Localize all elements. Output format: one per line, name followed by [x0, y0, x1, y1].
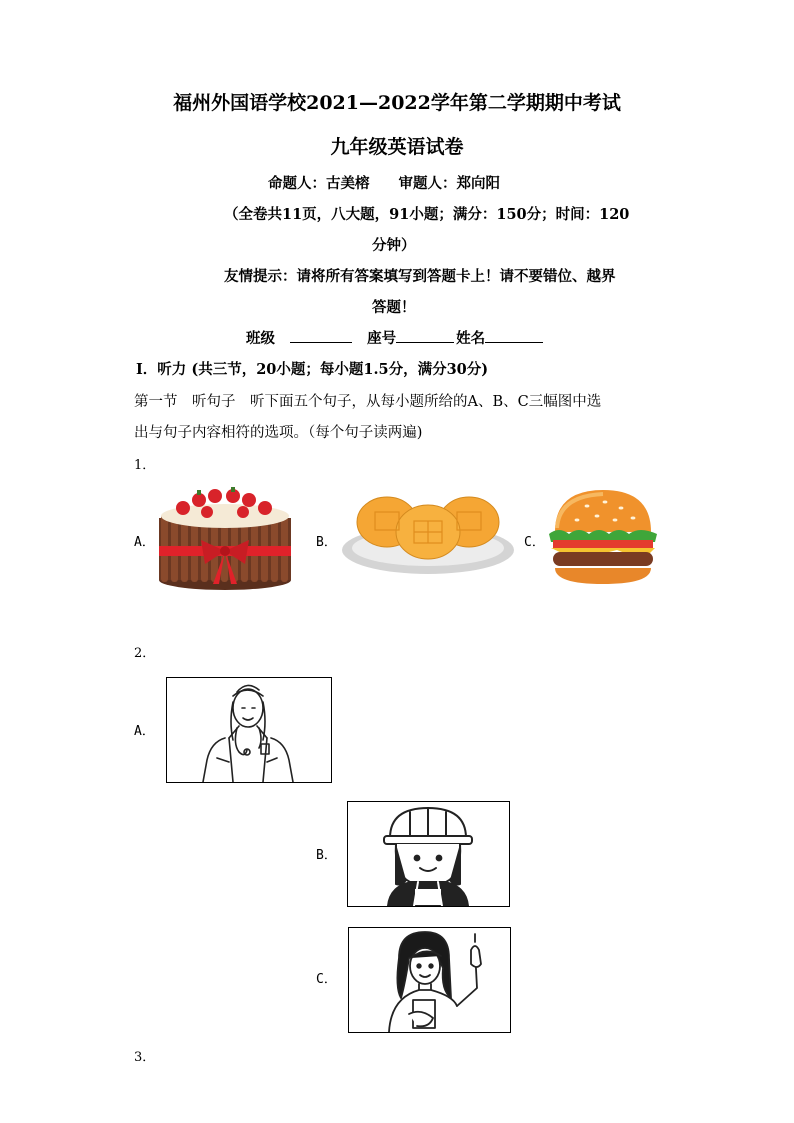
birthday-cake-icon	[155, 484, 297, 592]
seat-blank[interactable]	[396, 342, 454, 343]
hamburger-icon	[547, 488, 659, 586]
scope-line-2: 分钟）	[372, 237, 416, 254]
option-label[interactable]: C．	[524, 535, 545, 550]
teacher-icon	[349, 928, 510, 1032]
image-frame	[348, 927, 511, 1033]
part1-instruction-1: 第一节 听句子 听下面五个句子，从每小题所给的A、B、C三幅图中选	[134, 394, 602, 410]
option-label[interactable]: A．	[134, 535, 155, 550]
exam-title: 福州外国语学校2021—2022学年第二学期期中考试	[173, 92, 621, 114]
name-blank[interactable]	[485, 342, 543, 343]
tip-line-1: 友情提示：请将所有答案填写到答题卡上！请不要错位、越界	[224, 268, 616, 285]
name-label: 姓名	[456, 330, 486, 347]
construction-worker-icon	[348, 802, 509, 906]
authors-line: 命题人：古美榕 审题人：郑向阳	[268, 175, 500, 192]
seat-label: 座号	[367, 330, 397, 347]
image-frame	[166, 677, 332, 783]
option-label[interactable]: B．	[316, 535, 337, 550]
class-label: 班级	[246, 330, 275, 347]
option-label[interactable]: A．	[134, 724, 155, 739]
class-blank[interactable]	[290, 342, 352, 343]
tip-line-2: 答题！	[372, 299, 416, 316]
option-label[interactable]: B．	[316, 848, 337, 863]
image-frame	[347, 801, 510, 907]
scope-line-1: （全卷共11页，八大题，91小题；满分：150分；时间：120	[224, 206, 630, 223]
part1-instruction-2: 出与句子内容相符的选项。（每个句子读两遍)	[134, 425, 423, 441]
question-number: 2．	[134, 646, 156, 661]
doctor-icon	[167, 678, 331, 782]
question-number: 1．	[134, 458, 156, 473]
student-info-line	[246, 327, 543, 348]
question-number: 3．	[134, 1050, 156, 1065]
section-heading: Ⅰ．听力 (共三节，20小题；每小题1.5分，满分30分)	[136, 361, 489, 378]
option-label[interactable]: C．	[316, 972, 337, 987]
mooncakes-icon	[340, 494, 516, 578]
exam-subtitle: 九年级英语试卷	[330, 136, 464, 158]
